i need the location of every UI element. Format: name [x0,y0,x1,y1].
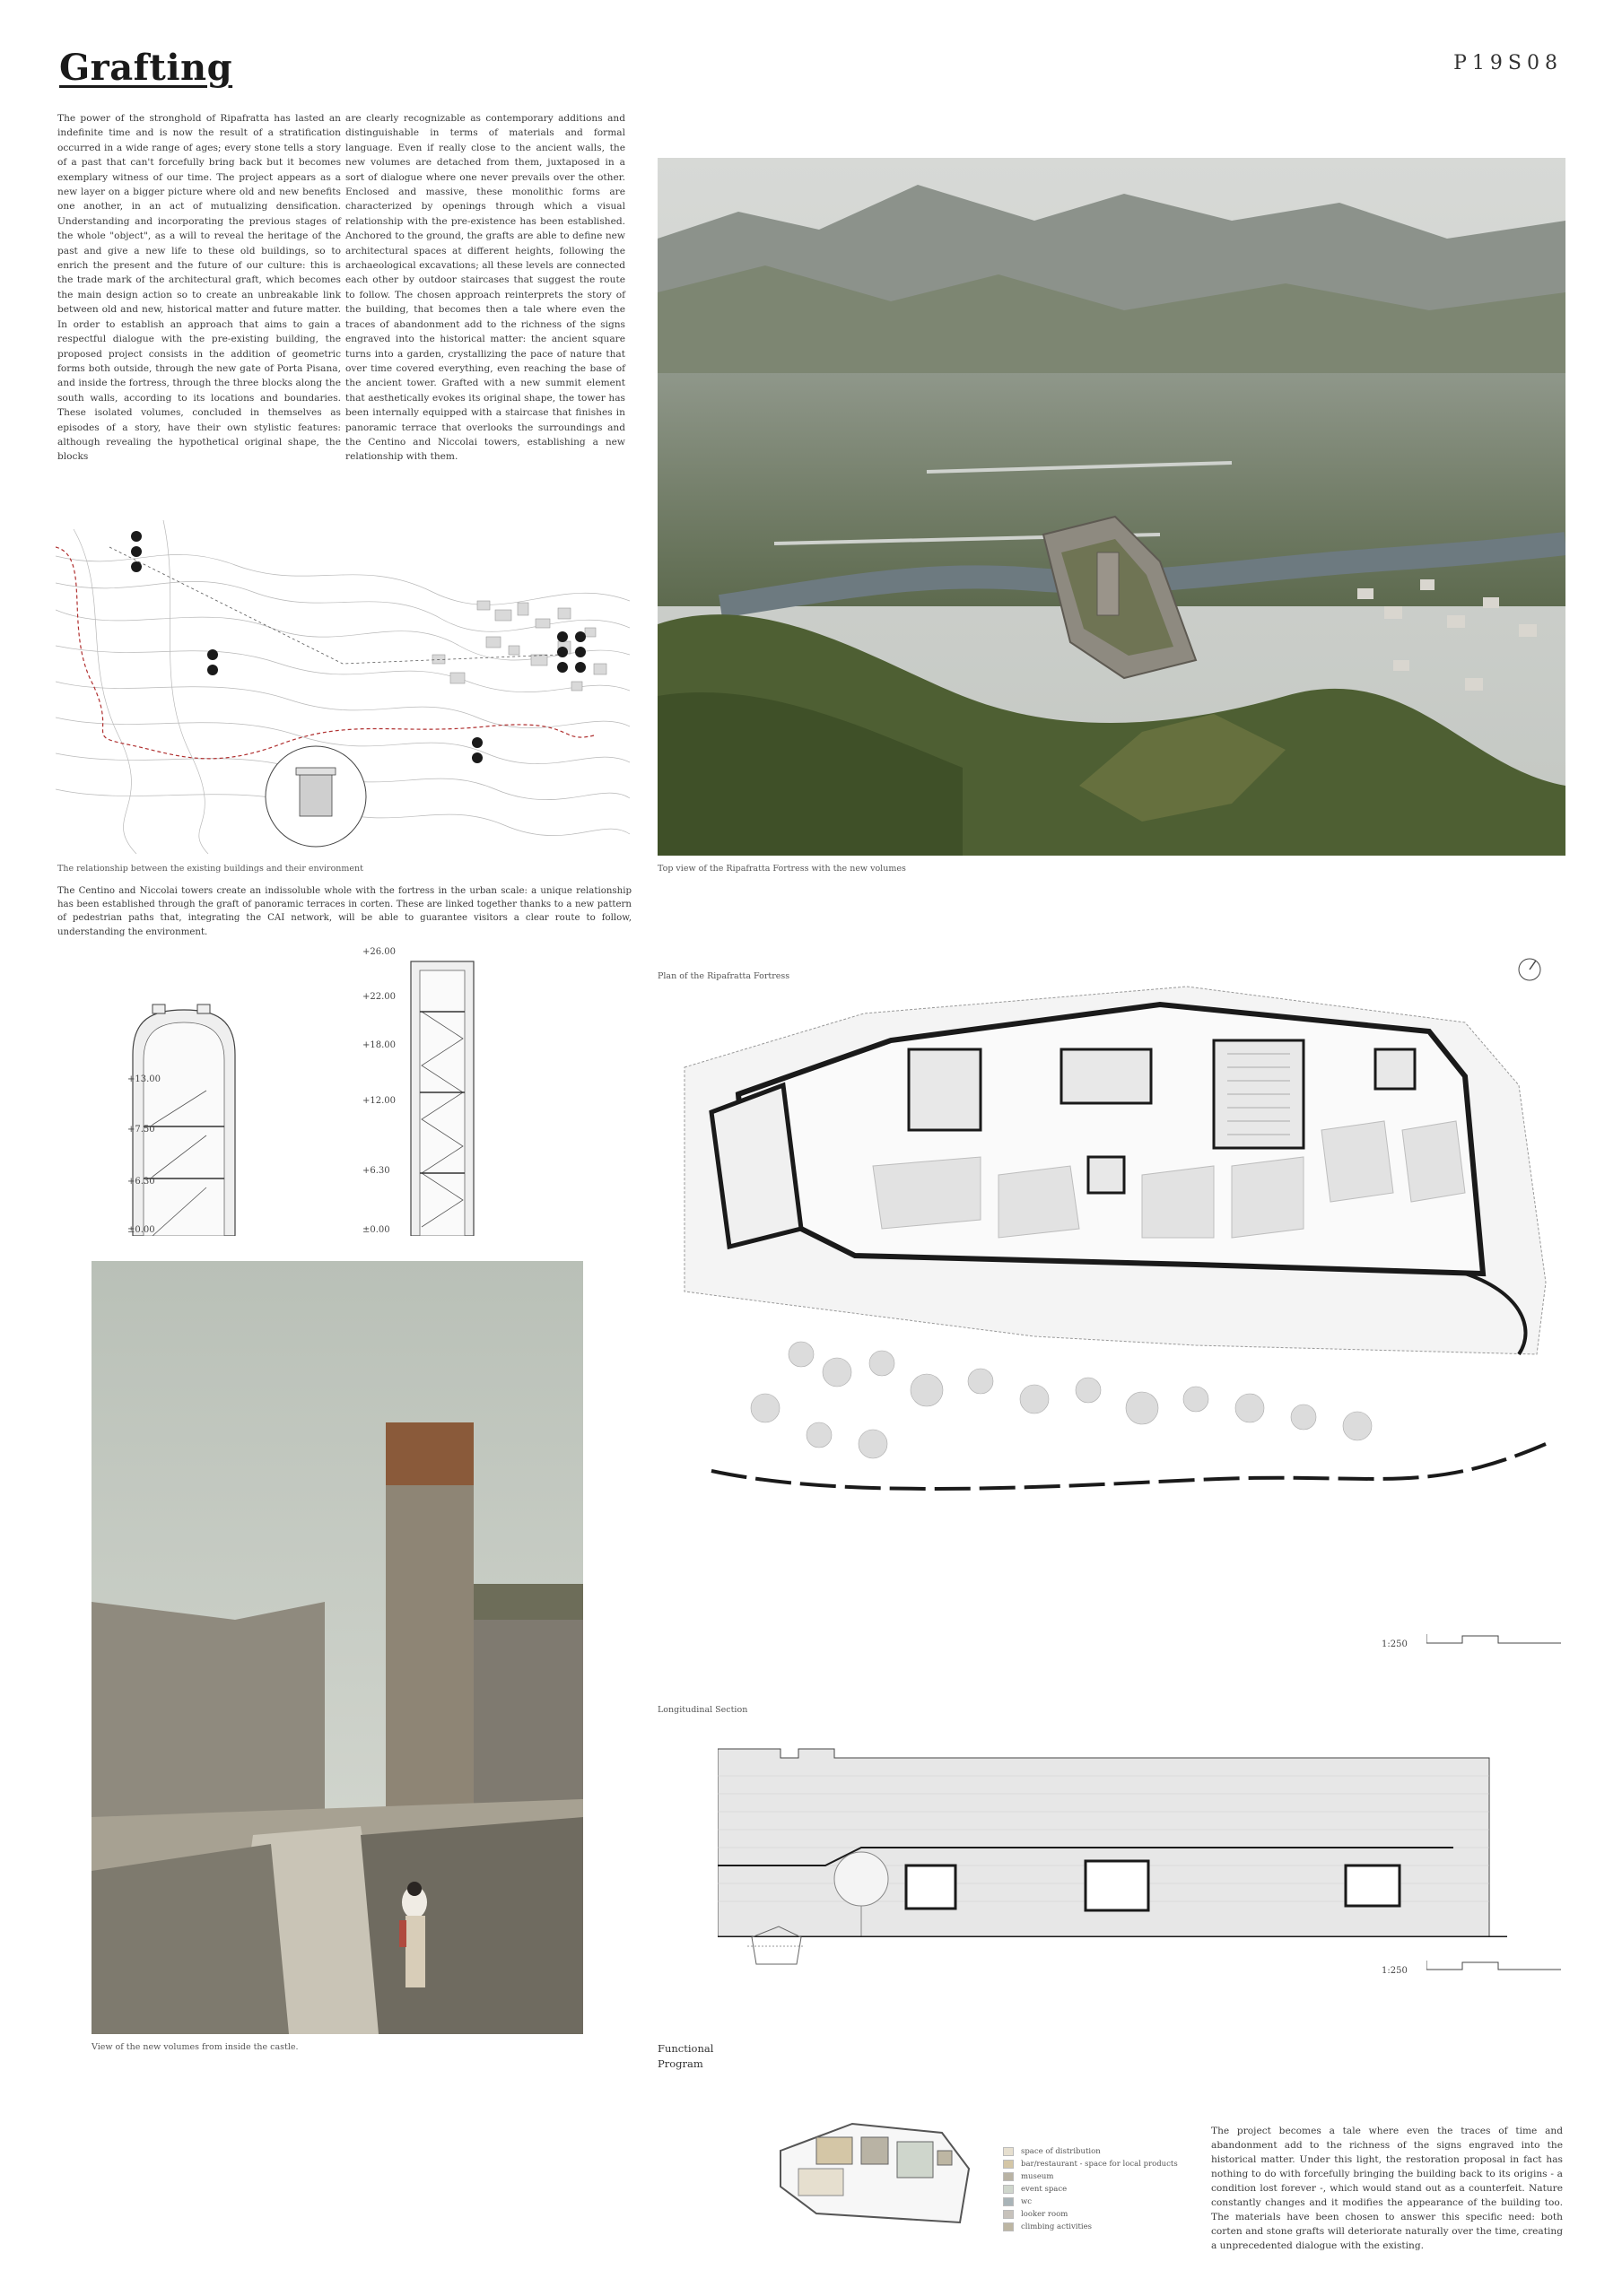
legend [1003,2145,1178,2233]
closing-text: The project becomes a tale where even the traces of time and abandonment add to the richness of the signs engraved into the historical matter. Under this light, the restoration proposal in fact has nothing to do with forcefully bringing the building back to its origins - a condition lost forever -, which would stand out as a counterfeit. Nature constantly changes and it modifies the appearance of the building too. The materials have been chosen to answer this specific need: both corten and stone grafts will deteriorate naturally over the time, creating a unprecedented dialogue with the existing. [1211,2126,1563,2251]
niccolai-level-5: +6.30 [362,1166,390,1176]
plan-scale: 1:250 [1382,1639,1408,1649]
functional-program-title: Functional Program [658,2042,714,2070]
intro-column-1: The power of the stronghold of Ripafratta has lasted an indefinite time and is now the result of a stratification occurred in a wide range of ages; every stone tells a story of a past that can't forcefully bring back but it becomes exemplary witness of our time. The project appears as a new layer on a bigger picture where old and new benefits one another, in an act of mutualizing densification. Understanding and incorporating the previous stages of the whole "object", as a will to reveal the heritage of the past and give a new life to these old buildings, so to enrich the present and the future of our culture: this is the trade mark of the architectural graft, which becomes the main design action so to create an unbreakable link between old and new, historical matter and future matter. In order to establish an approach that aims to gain a respectful dialogue with the pre-existing building, the proposed project consists in the addition of geometric forms both outside, through the new gate of Porta Pisana, and inside the fortress, through the three blocks along the south walls, according to its locations and boundaries. These isolated volumes, concluded in themselves as episodes of a story, have their own stylistic features: although revealing the hypothetical original shape, the blocks [57,113,341,463]
inside-view-caption: View of the new volumes from inside the castle. [92,2042,299,2052]
functional-program-plan [763,2097,978,2249]
intro-column-2: are clearly recognizable as contemporary additions and distinguishable in terms of materials and formal language. Even if really close to the ancient walls, the new volumes are detached from them, juxtaposed in a sort of dialogue where one never prevails over the other. Enclosed and massive, these monolithic forms are characterized by openings through which a visual relationship with the pre-existence has been established. Anchored to the ground, the grafts are able to define new architectural spaces at different heights, following the archaeological excavations; all these levels are connected each other by outdoor staircases that suggest the route to follow. The chosen approach reinterprets the story of the building, that becomes then a tale where even the traces of abandonment add to the richness of the signs engraved into the historical matter: the ancient square turns into a garden, crystallizing the pace of nature that over time covered everything, even reaching the base of the ancient tower. Grafted with a new summit element that aesthetically evokes its original shape, the tower has been internally equipped with a staircase that finishes in panoramic terrace that overlooks the surroundings and the Centino and Niccolai towers, establishing a new relationship with them. [345,113,625,463]
legend-item: climbing activities [1003,2221,1178,2233]
fortress-plan [658,906,1565,1596]
environment-map [56,520,630,854]
centino-level-4: ±0.00 [127,1225,155,1235]
centino-section [117,1001,251,1236]
legend-item: wc [1003,2196,1178,2208]
inside-view-photo [92,1261,583,2034]
aerial-photo-caption: Top view of the Ripafratta Fortress with the new volumes [658,864,906,874]
section-scale: 1:250 [1382,1966,1408,1976]
niccolai-level-1: +26.00 [362,947,397,957]
environment-map-caption: The relationship between the existing buildings and their environment [57,864,363,874]
section-key-plan [743,1919,806,1973]
niccolai-level-2: +22.00 [362,992,397,1002]
page-title: Grafting [59,47,233,89]
centino-level-1: +13.00 [127,1074,161,1084]
section-caption: Longitudinal Section [658,1705,748,1715]
legend-item: museum [1003,2170,1178,2183]
plan-caption: Plan of the Ripafratta Fortress [658,971,790,981]
legend-item: space of distribution [1003,2145,1178,2158]
legend-item: bar/restaurant - space for local products [1003,2158,1178,2170]
niccolai-level-6: ±0.00 [362,1225,390,1235]
towers-text: The Centino and Niccolai towers create an indissoluble whole with the fortress in the urban scale: a unique relationship has been established through the graft of panoramic terraces in corten. These are linked together thanks to a new pattern of pedestrian paths that, integrating the CAI network, will be able to guarantee visitors a clear route to follow, understanding the environment. [57,886,632,937]
plan-scale-bar [1426,1632,1561,1647]
centino-level-2: +7.50 [127,1125,155,1135]
project-code: P19S08 [1453,52,1563,74]
aerial-photo [658,158,1565,856]
longitudinal-section [718,1731,1507,1937]
niccolai-section [402,949,483,1236]
legend-item: looker room [1003,2208,1178,2221]
niccolai-level-3: +18.00 [362,1040,397,1050]
niccolai-level-4: +12.00 [362,1096,397,1106]
centino-level-3: +6.30 [127,1177,155,1187]
section-scale-bar [1426,1959,1561,1973]
legend-item: event space [1003,2183,1178,2196]
